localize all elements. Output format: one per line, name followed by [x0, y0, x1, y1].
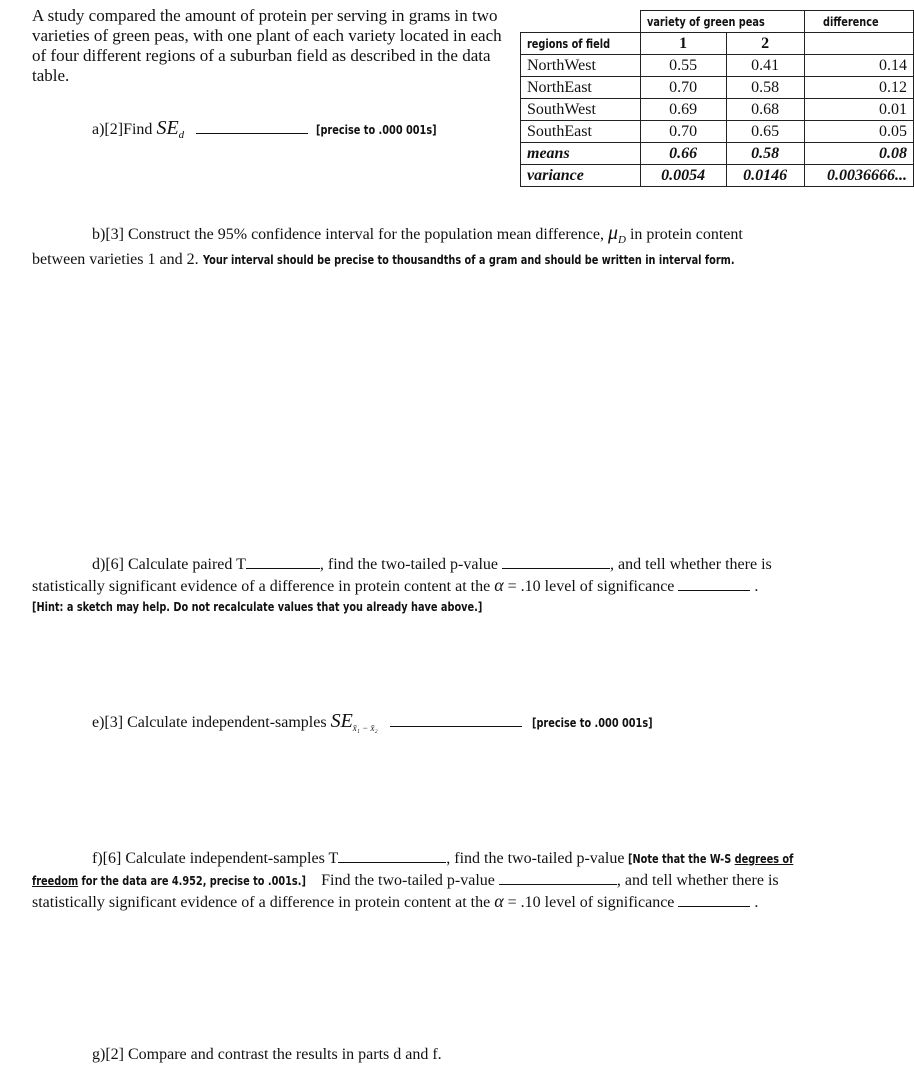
answer-line-a[interactable]	[196, 119, 308, 134]
df-note-underlined1: degrees of	[735, 851, 794, 866]
variance-diff-cell: 0.0036666...	[804, 165, 914, 187]
variance-label: variance	[521, 165, 641, 187]
interval-note: Your interval should be precise to thousandths of a gram and should be written in interval form.	[202, 252, 735, 267]
difference-cell: 0.12	[804, 77, 914, 99]
region-cell: NorthEast	[521, 77, 641, 99]
answer-line-significance-d[interactable]	[678, 576, 750, 591]
region-cell: SouthWest	[521, 99, 641, 121]
header-col2: 2	[726, 33, 804, 55]
difference-cell: 0.01	[804, 99, 914, 121]
variance-cell: 0.0054	[640, 165, 726, 187]
table-row	[521, 99, 914, 121]
df-note-text1: [Note that the W-S	[628, 851, 736, 866]
table-row	[521, 55, 914, 77]
question-d-line2-text: statistically significant evidence of a difference in protein content at the	[32, 578, 495, 595]
mean-cell: 0.66	[640, 143, 726, 165]
header-variety: variety of green peas	[640, 11, 804, 33]
answer-line-pvalue-f[interactable]	[499, 870, 617, 885]
precision-note-e: [precise to .000 001s]	[531, 715, 653, 730]
question-f-p2: , find the two-tailed p-value	[446, 850, 629, 867]
value-cell: 0.69	[640, 99, 726, 121]
value-cell: 0.70	[640, 77, 726, 99]
question-e-prefix: e)[3] Calculate independent-samples	[92, 714, 331, 731]
df-note-text2: for the data are 4.952, precise to .001s.]	[78, 873, 306, 888]
means-label: means	[521, 143, 641, 165]
hint-text: [Hint: a sketch may help. Do not recalculate values that you already have above.]	[32, 599, 483, 614]
header-empty	[804, 33, 914, 55]
value-cell: 0.70	[640, 121, 726, 143]
question-a-prefix: a)[2]Find	[92, 121, 157, 138]
header-col1: 1	[640, 33, 726, 55]
se-symbol-e: SE	[330, 710, 353, 732]
question-f-line1	[92, 848, 840, 868]
question-f-p4: , and tell whether there is	[616, 872, 779, 889]
mu-subscript: D	[618, 234, 626, 247]
table-header-row	[521, 11, 914, 33]
question-b-text1: b)[3] Construct the 95% confidence interval for the population mean difference,	[92, 226, 608, 243]
difference-cell: 0.14	[804, 55, 914, 77]
value-cell: 0.41	[726, 55, 804, 77]
value-cell: 0.58	[726, 77, 804, 99]
question-a	[92, 117, 471, 141]
question-d-p2: , find the two-tailed p-value	[319, 556, 499, 573]
question-b-text3: between varieties 1 and 2.	[32, 251, 203, 268]
answer-line-pvalue-d[interactable]	[502, 554, 610, 569]
mean-diff-cell: 0.08	[804, 143, 914, 165]
header-difference: difference	[804, 11, 914, 33]
se-symbol: SE	[156, 117, 179, 139]
mu-symbol: μ	[607, 222, 619, 244]
question-b-line2	[32, 251, 884, 269]
question-f-p3: Find the two-tailed p-value	[317, 872, 495, 889]
question-f-p1: f)[6] Calculate independent-samples T	[92, 850, 339, 867]
header-regions: regions of field	[521, 33, 641, 55]
df-note-part1	[628, 851, 793, 866]
answer-line-e[interactable]	[390, 712, 522, 727]
question-g: g)[2] Compare and contrast the results in parts d and f.	[92, 1046, 442, 1063]
answer-line-significance-f[interactable]	[678, 892, 750, 907]
table-variance-row	[521, 165, 914, 187]
region-cell: NorthWest	[521, 55, 641, 77]
value-cell: 0.65	[726, 121, 804, 143]
question-f-line2	[32, 870, 779, 890]
mean-cell: 0.58	[726, 143, 804, 165]
question-b-line1	[92, 222, 743, 246]
alpha-symbol: α	[494, 575, 504, 595]
table-row	[521, 121, 914, 143]
data-table	[520, 10, 914, 187]
answer-line-independent-t[interactable]	[338, 848, 446, 863]
empty-cell	[521, 11, 641, 33]
question-d-p3: , and tell whether there is	[610, 556, 772, 573]
alpha-value: = .10 level of significance	[503, 578, 675, 595]
intro-paragraph: A study compared the amount of protein per serving in grams in two varieties of green peas, with one plant of each variety located in each of four different regions of a suburban field as described in the data table.	[32, 6, 502, 85]
difference-cell: 0.05	[804, 121, 914, 143]
question-b-text2: in protein content	[625, 226, 743, 243]
value-cell: 0.55	[640, 55, 726, 77]
question-d-p1: d)[6] Calculate paired T	[92, 556, 246, 573]
question-d-line2: statistically significant evidence of a difference in protein content at the α = .10 level of significance .	[32, 575, 759, 595]
table-subheader-row	[521, 33, 914, 55]
question-f-line3: statistically significant evidence of a difference in protein content at the α = .10 level of significance .	[32, 891, 759, 911]
df-note-part2	[32, 873, 306, 888]
precision-note-a: [precise to .000 001s]	[316, 122, 437, 137]
value-cell: 0.68	[726, 99, 804, 121]
answer-line-paired-t[interactable]	[246, 554, 320, 569]
se-subscript-e: x̄₁ − x̄₂	[352, 723, 378, 734]
question-d-line1	[92, 554, 772, 574]
table-means-row	[521, 143, 914, 165]
region-cell: SouthEast	[521, 121, 641, 143]
alpha-symbol-f: α	[494, 891, 504, 911]
question-f-line3-text: statistically significant evidence of a difference in protein content at the	[32, 894, 495, 911]
df-note-underlined2: freedom	[32, 873, 79, 888]
variance-cell: 0.0146	[726, 165, 804, 187]
question-d-hint	[32, 598, 609, 616]
se-subscript: d	[178, 129, 185, 142]
question-e	[92, 710, 686, 733]
alpha-value-f: = .10 level of significance	[503, 894, 675, 911]
table-row	[521, 77, 914, 99]
